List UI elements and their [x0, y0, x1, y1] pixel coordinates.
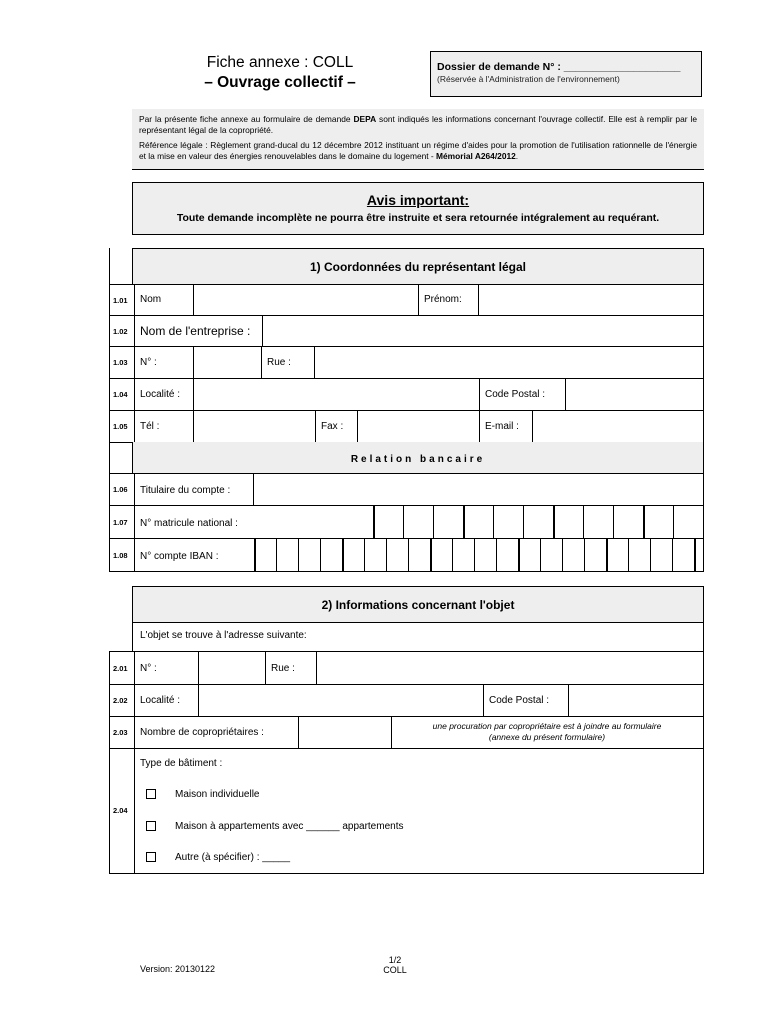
row-1-02 [109, 315, 704, 347]
tel-label: Tél : [140, 421, 160, 432]
section1-title: 1) Coordonnées du représentant légal [132, 248, 704, 285]
row-number: 1.03 [113, 358, 128, 367]
fax-field[interactable] [358, 411, 479, 442]
row-1-03 [109, 346, 704, 379]
nombre-coproprietaires-field[interactable] [299, 717, 391, 748]
notice-text: Toute demande incomplète ne pourra être instruite et sera retournée intégralement au requérant. [176, 212, 660, 224]
row-number: 2.01 [113, 664, 128, 673]
objet-rue-label: Rue : [271, 663, 295, 674]
dossier-label: Dossier de demande N° : ____________________ [437, 61, 681, 73]
address-intro: L'objet se trouve à l'adresse suivante: [140, 630, 307, 641]
page-number: 1/2 [388, 955, 402, 965]
type-batiment-label: Type de bâtiment : [140, 758, 223, 769]
checkbox-maison-individuelle[interactable] [146, 789, 156, 799]
row-1-05 [109, 410, 704, 443]
code-postal-label: Code Postal : [485, 389, 546, 400]
numero-field[interactable] [194, 347, 260, 378]
email-field[interactable] [533, 411, 703, 442]
objet-code-postal-label: Code Postal : [489, 695, 550, 706]
row-1-06 [109, 473, 704, 506]
objet-numero-field[interactable] [199, 652, 265, 684]
localite-field[interactable] [194, 379, 479, 410]
option-autre: Autre (à spécifier) : _____ [175, 852, 291, 863]
intro-paragraph-2: Référence légale : Règlement grand-ducal du 12 décembre 2012 instituant un régime d'aides pour la promotion de l'utilisation rationnelle de l'énergie et la mise en valeur des énergies renouvelables dans le domaine du logement - Mémorial A264/2012. [139, 140, 697, 161]
option-maison-appartements: Maison à appartements avec ______ appartements [175, 821, 404, 832]
prenom-field[interactable] [479, 285, 703, 315]
row-number: 1.02 [113, 327, 128, 336]
localite-label: Localité : [140, 389, 181, 400]
row-1-07 [109, 505, 704, 539]
objet-numero-label: N° : [140, 663, 157, 674]
iban-label: N° compte IBAN : [140, 551, 219, 562]
option-maison-individuelle: Maison individuelle [175, 789, 260, 800]
row-number: 2.03 [113, 728, 128, 737]
matricule-boxes[interactable] [373, 506, 703, 538]
objet-localite-label: Localité : [140, 695, 181, 706]
notice-heading: Avis important: [366, 192, 470, 208]
section2-title: 2) Informations concernant l'objet [132, 586, 704, 623]
row-2-04 [109, 748, 704, 874]
row-number: 1.07 [113, 518, 128, 527]
intro-paragraph-1: Par la présente fiche annexe au formulaire de demande DEPA sont indiqués les informations concernant l'ouvrage collectif. Elle est à remplir par le représentant légal de la copropriété. [139, 114, 697, 135]
version-label: Version: 20130122 [140, 964, 216, 974]
nom-label: Nom [140, 294, 162, 305]
relation-bancaire-header [132, 442, 704, 474]
numero-label: N° : [140, 357, 157, 368]
row-1-01 [109, 284, 704, 316]
row-number: 1.08 [113, 551, 128, 560]
entreprise-field[interactable] [263, 316, 703, 346]
row-1-04 [109, 378, 704, 411]
matricule-label: N° matricule national : [140, 518, 238, 529]
dossier-note: (Réservée à l'Administration de l'environnement) [437, 74, 620, 84]
tel-field[interactable] [194, 411, 314, 442]
prenom-label: Prénom: [424, 294, 462, 305]
dossier-box [430, 51, 702, 97]
checkbox-maison-appartements[interactable] [146, 821, 156, 831]
nom-field[interactable] [194, 285, 525, 315]
rue-label: Rue : [267, 357, 291, 368]
relation-bancaire-title: Relation bancaire [350, 454, 486, 465]
row-2-02 [109, 684, 704, 717]
row-number: 1.05 [113, 422, 128, 431]
iban-boxes[interactable] [254, 539, 703, 571]
titulaire-field[interactable] [254, 474, 703, 505]
row-2-01 [109, 651, 704, 685]
fax-label: Fax : [321, 421, 344, 432]
code-postal-field[interactable] [566, 379, 703, 410]
row-2-03 [109, 716, 704, 749]
email-label: E-mail : [485, 421, 519, 432]
row-number: 1.01 [113, 296, 128, 305]
row-number: 1.06 [113, 485, 128, 494]
form-code: COLL [383, 965, 407, 975]
title-line1: Fiche annexe : COLL [206, 54, 354, 71]
rue-field[interactable] [315, 347, 703, 378]
row-number: 2.02 [113, 696, 128, 705]
titulaire-label: Titulaire du compte : [140, 485, 231, 496]
row-1-08 [109, 538, 704, 572]
title-line2: – Ouvrage collectif – [204, 74, 356, 91]
intro-box [132, 109, 704, 170]
objet-localite-field[interactable] [199, 685, 483, 716]
objet-rue-field[interactable] [317, 652, 703, 684]
entreprise-label: Nom de l'entreprise : [140, 324, 251, 338]
page-indicator [370, 955, 420, 975]
procuration-note: une procuration par copropriétaire est à joindre au formulaire (annexe du présent formulaire) [432, 721, 662, 742]
important-notice [132, 182, 704, 235]
checkbox-autre[interactable] [146, 852, 156, 862]
row-number: 2.04 [113, 806, 128, 815]
address-intro-row [132, 622, 704, 652]
row-number: 1.04 [113, 390, 128, 399]
nombre-coproprietaires-label: Nombre de copropriétaires : [140, 727, 264, 738]
objet-code-postal-field[interactable] [569, 685, 703, 716]
